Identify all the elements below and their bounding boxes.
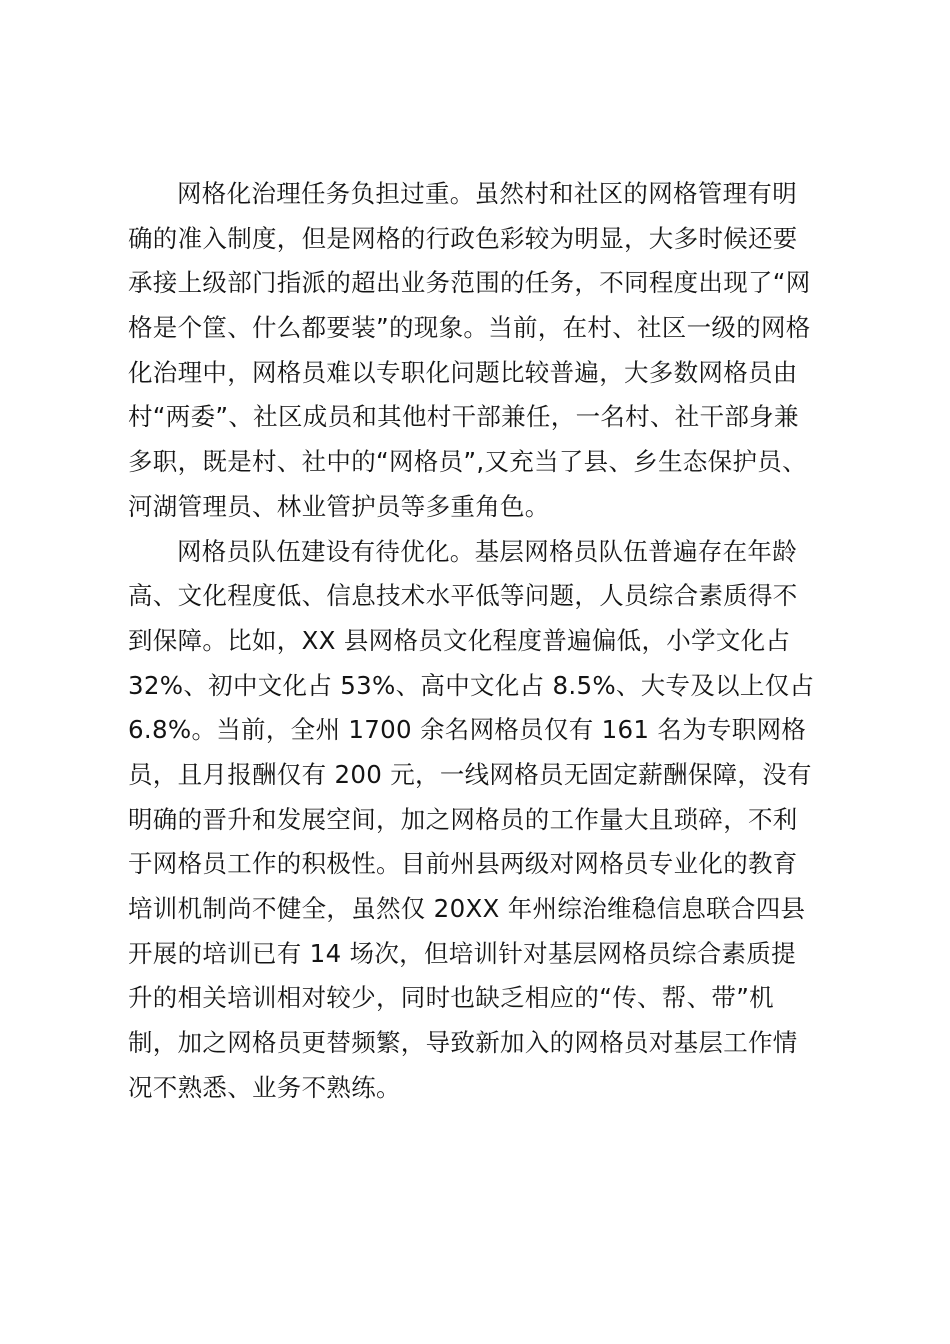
- paragraph-line: 到保障。比如，XX 县网格员文化程度普遍偏低，小学文化占: [128, 625, 791, 655]
- paragraph-line: 村“两委”、社区成员和其他村干部兼任，一名村、社干部身兼: [128, 402, 799, 432]
- paragraph-grid-staff-team: [128, 530, 833, 1111]
- paragraph-line: 于网格员工作的积极性。目前州县两级对网格员专业化的教育: [128, 849, 798, 879]
- paragraph-line: 多职，既是村、社中的“网格员”,又充当了县、乡生态保护员、: [128, 447, 807, 477]
- paragraph-line: 确的准入制度，但是网格的行政色彩较为明显，大多时候还要: [128, 223, 798, 253]
- paragraph-line: 况不熟悉、业务不熟练。: [128, 1072, 401, 1102]
- paragraph-line: 制，加之网格员更替频繁，导致新加入的网格员对基层工作情: [128, 1028, 798, 1058]
- paragraph-line: 格是个筐、什么都要装”的现象。当前，在村、社区一级的网格: [128, 313, 811, 343]
- paragraph-grid-governance-burden: [128, 172, 833, 530]
- paragraph-line: 升的相关培训相对较少，同时也缺乏相应的“传、帮、带”机: [128, 983, 774, 1013]
- paragraph-line: 承接上级部门指派的超出业务范围的任务，不同程度出现了“网: [128, 268, 811, 298]
- paragraph-line: 化治理中，网格员难以专职化问题比较普遍，大多数网格员由: [128, 357, 798, 387]
- document-body: [128, 172, 833, 1110]
- paragraph-line: 高、文化程度低、信息技术水平低等问题，人员综合素质得不: [128, 581, 798, 611]
- paragraph-line: 6.8%。当前，全州 1700 余名网格员仅有 161 名为专职网格: [128, 715, 807, 745]
- paragraph-line: 河湖管理员、林业管护员等多重角色。: [128, 491, 550, 521]
- paragraph-line: 培训机制尚不健全，虽然仅 20XX 年州综治维稳信息联合四县: [128, 894, 806, 923]
- paragraph-line: 明确的晋升和发展空间，加之网格员的工作量大且琐碎，不利: [128, 804, 798, 834]
- paragraph-line: 开展的培训已有 14 场次，但培训针对基层网格员综合素质提: [128, 938, 796, 968]
- paragraph-line: 32%、初中文化占 53%、高中文化占 8.5%、大专及以上仅占: [128, 670, 815, 700]
- paragraph-line: 网格员队伍建设有待优化。基层网格员队伍普遍存在年龄: [177, 536, 797, 566]
- paragraph-line: 员，且月报酬仅有 200 元，一线网格员无固定薪酬保障，没有: [128, 759, 812, 789]
- paragraph-line: 网格化治理任务负担过重。虽然村和社区的网格管理有明: [177, 179, 797, 208]
